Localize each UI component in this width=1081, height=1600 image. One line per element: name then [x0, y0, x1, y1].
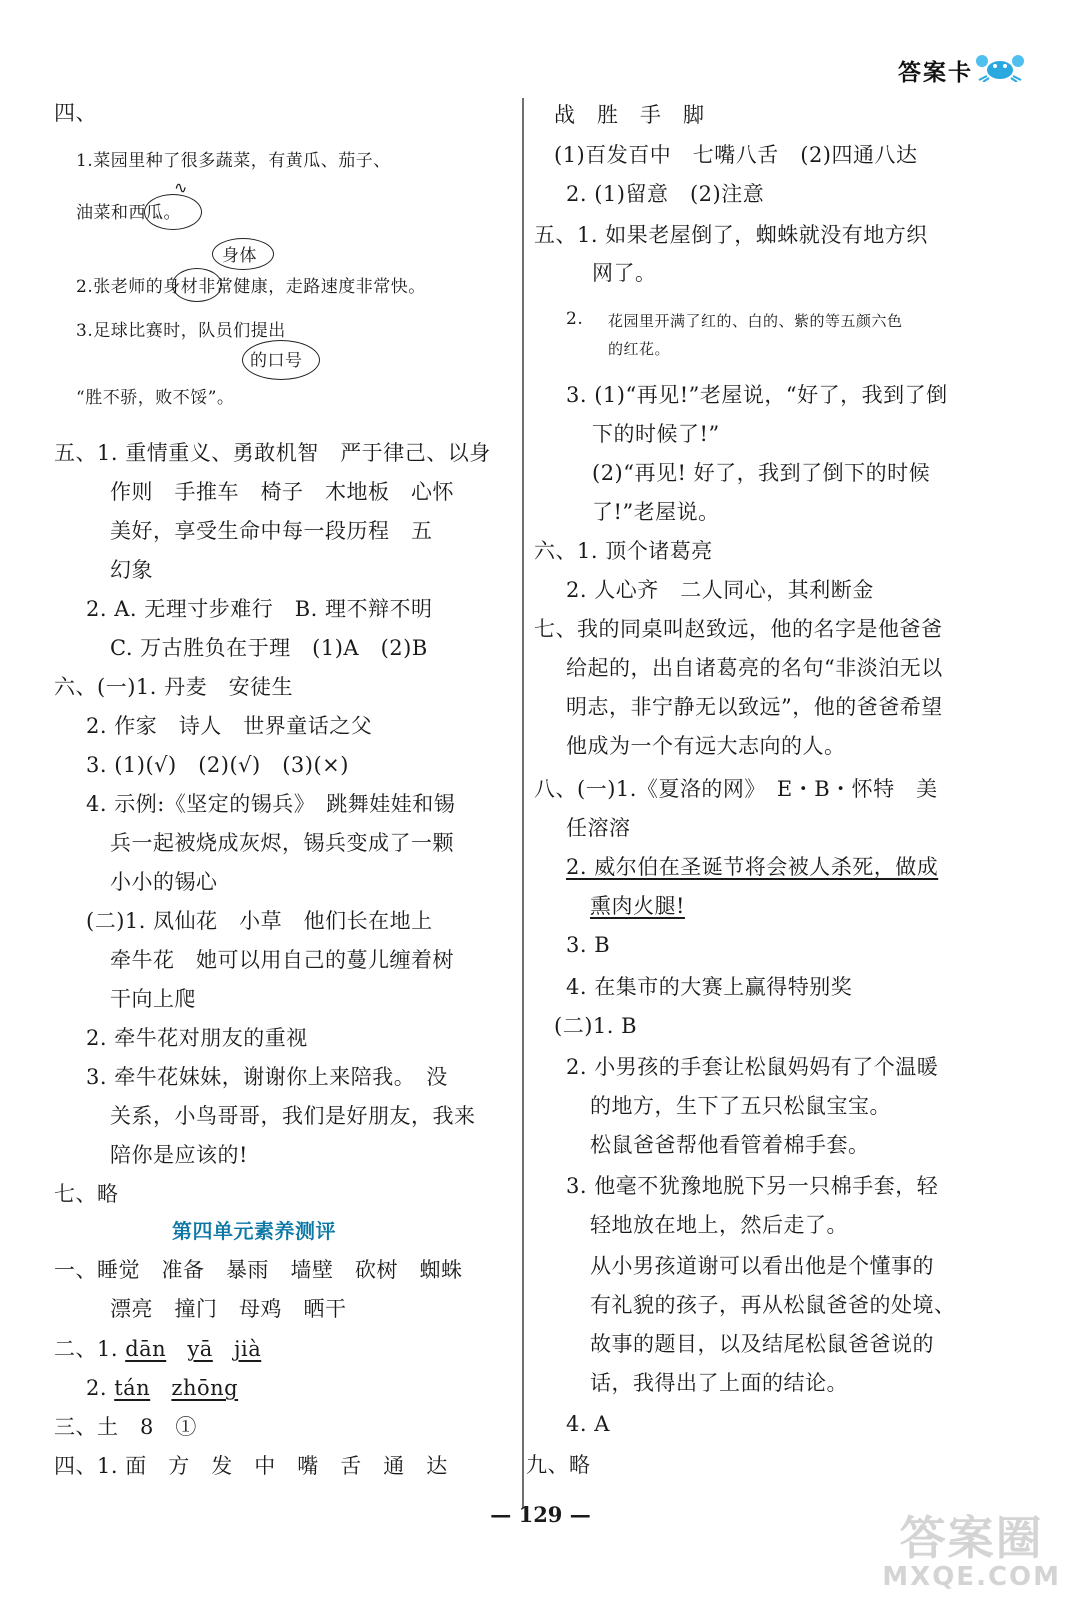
text-line: 七、略 — [54, 1182, 119, 1206]
text-line: (2)“再见! 好了，我到了倒下的时候 — [592, 461, 931, 485]
page-number: — 129 — — [490, 1502, 591, 1527]
text-line: 四、1. 面 方 发 中 嘴 舌 通 达 — [54, 1454, 448, 1478]
text-line: 2.张老师的身材非常健康，走路速度非常快。 — [76, 277, 426, 297]
section-title: 第四单元素养测评 — [172, 1219, 336, 1243]
text-line: 2. — [566, 309, 584, 329]
text-line: 1.菜园里种了很多蔬菜，有黄瓜、茄子、 — [76, 151, 391, 171]
text-line: 网了。 — [592, 261, 657, 285]
watermark — [882, 1502, 1061, 1592]
text-line: 三、土 8 ① — [54, 1415, 197, 1439]
text-line: 3. (1)“再见!”老屋说，“好了，我到了倒 — [566, 383, 948, 407]
text-line: 轻地放在地上，然后走了。 — [590, 1213, 848, 1237]
text-line: 话，我得出了上面的结论。 — [590, 1371, 848, 1395]
text-line: (二)1. B — [554, 1014, 638, 1038]
text-line: (二)1. 凤仙花 小草 他们长在地上 — [86, 909, 433, 933]
text-line: 明志，非宁静无以致远”，他的爸爸希望 — [566, 695, 943, 719]
text-line: 二、1. dān yā jià — [54, 1337, 262, 1361]
correction-word: 的口号 — [250, 351, 303, 371]
underlined-answer: 熏肉火腿! — [590, 894, 685, 918]
text-line: 的红花。 — [608, 340, 671, 358]
text-line: 2. 牵牛花对朋友的重视 — [86, 1026, 308, 1050]
text-line: 给起的，出自诸葛亮的名句“非淡泊无以 — [566, 656, 943, 680]
text-line: 关系，小鸟哥哥，我们是好朋友，我来 — [110, 1104, 476, 1128]
text-line: 松鼠爸爸帮他看管着棉手套。 — [590, 1133, 870, 1157]
text-line: 3. 牵牛花妹妹，谢谢你上来陪我。 没 — [86, 1065, 448, 1089]
text-line: 2. 作家 诗人 世界童话之父 — [86, 714, 373, 738]
text-line: 一、睡觉 准备 暴雨 墙壁 砍树 蜘蛛 — [54, 1258, 463, 1282]
text-line: 他成为一个有远大志向的人。 — [566, 734, 846, 758]
pinyin: tán — [114, 1376, 151, 1400]
text-line: 作则 手推车 椅子 木地板 心怀 — [110, 480, 454, 504]
underlined-answer: 2. 威尔伯在圣诞节将会被人杀死，做成 — [566, 855, 939, 879]
text-line: 五、1. 如果老屋倒了，蜘蛛就没有地方织 — [534, 223, 928, 247]
pinyin: jià — [233, 1337, 262, 1361]
text-line: 3. 他毫不犹豫地脱下另一只棉手套，轻 — [566, 1174, 939, 1198]
pinyin: yā — [187, 1337, 213, 1361]
correction-circle — [144, 194, 202, 230]
header-title: 答案卡 — [898, 60, 973, 86]
text-line: 六、1. 顶个诸葛亮 — [534, 539, 713, 563]
correction-circle — [242, 340, 320, 380]
text-line: 4. 示例:《坚定的锡兵》 跳舞娃娃和锡 — [86, 792, 456, 816]
text-line: 故事的题目，以及结尾松鼠爸爸说的 — [590, 1332, 934, 1356]
text-line: 3. (1)(√) (2)(√) (3)(×) — [86, 753, 349, 777]
column-divider — [522, 98, 524, 1508]
text-line: 八、(一)1.《夏洛的网》 E・B・怀特 美 — [534, 777, 938, 801]
text-line: 花园里开满了红的、白的、紫的等五颜六色 — [608, 312, 903, 330]
text-line: “胜不骄，败不馁”。 — [76, 388, 235, 408]
text-line: 的地方，生下了五只松鼠宝宝。 — [590, 1094, 891, 1118]
text-line: (1)百发百中 七嘴八舌 (2)四通八达 — [554, 143, 918, 167]
watermark-top: 答案圈 — [899, 1511, 1044, 1565]
text-line: 2. 小男孩的手套让松鼠妈妈有了个温暖 — [566, 1055, 939, 1079]
text-line: 了!”老屋说。 — [592, 500, 720, 524]
text-line: 牵牛花 她可以用自己的蔓儿缠着树 — [110, 948, 454, 972]
text-line: 陪你是应该的! — [110, 1143, 248, 1167]
correction-word: 身体 — [222, 246, 257, 266]
text-line: 下的时候了!” — [592, 422, 720, 446]
text-line: 4. A — [566, 1412, 610, 1436]
text-line: 四、 — [54, 101, 97, 125]
text-line: 2. (1)留意 (2)注意 — [566, 182, 765, 206]
text-line: C. 万古胜负在于理 (1)A (2)B — [110, 636, 428, 660]
text-line: 五、1. 重情重义、勇敢机智 严于律己、以身 — [54, 441, 491, 465]
text-line: 2. A. 无理寸步难行 B. 理不辩不明 — [86, 597, 433, 621]
pinyin: dān — [125, 1337, 167, 1361]
text-line: 2. 人心齐 二人同心，其利断金 — [566, 578, 874, 602]
text-line: 有礼貌的孩子，再从松鼠爸爸的处境、 — [590, 1293, 956, 1317]
text-line: 2. tán zhōng — [86, 1376, 239, 1400]
text-line: 3.足球比赛时，队员们提出 — [76, 321, 286, 341]
text-line: 小小的锡心 — [110, 870, 218, 894]
text-line: 美好，享受生命中每一段历程 五 — [110, 519, 433, 543]
text-line: 油菜和西瓜。 — [76, 203, 181, 223]
text-line: 九、略 — [526, 1453, 591, 1477]
text-line: 兵一起被烧成灰烬，锡兵变成了一颗 — [110, 831, 454, 855]
insert-mark: ∿ — [174, 178, 188, 197]
text-line: 4. 在集市的大赛上赢得特别奖 — [566, 975, 853, 999]
text-line: 3. B — [566, 933, 611, 957]
text-line: 任溶溶 — [566, 816, 631, 840]
text-line: 七、我的同桌叫赵致远，他的名字是他爸爸 — [534, 617, 943, 641]
text-line: 幻象 — [110, 558, 153, 582]
crab-icon — [975, 52, 1025, 82]
correction-circle — [212, 238, 274, 270]
correction-circle — [172, 268, 222, 302]
text-line: 干向上爬 — [110, 987, 196, 1011]
pinyin: zhōng — [171, 1376, 239, 1400]
text-line: 漂亮 撞门 母鸡 晒干 — [110, 1297, 347, 1321]
watermark-bottom: MXQE.COM — [882, 1562, 1061, 1592]
text-line: 六、(一)1. 丹麦 安徒生 — [54, 675, 294, 699]
text-line: 从小男孩道谢可以看出他是个懂事的 — [590, 1254, 934, 1278]
text-line: 战 胜 手 脚 — [554, 103, 705, 127]
